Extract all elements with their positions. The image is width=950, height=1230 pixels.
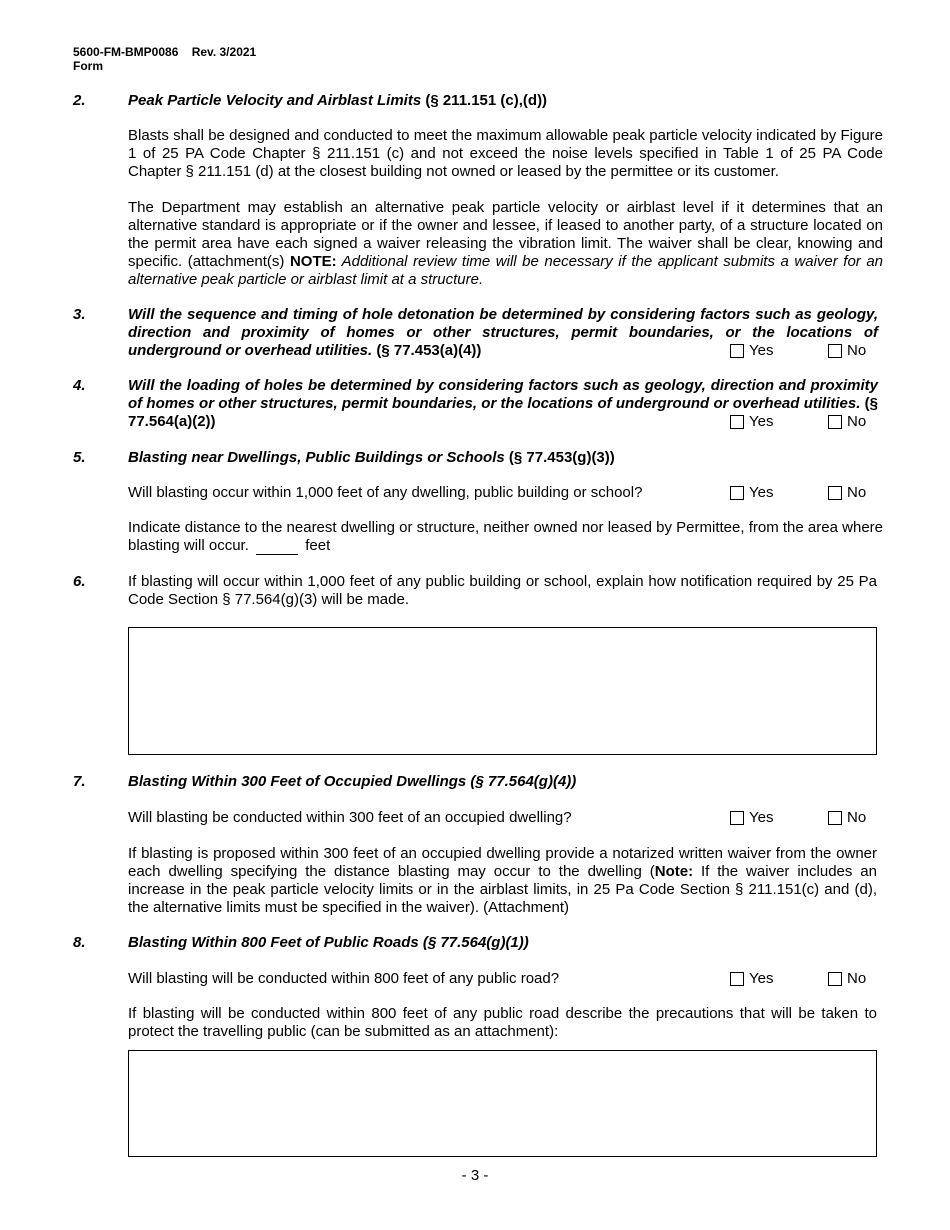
section-8-no-checkbox[interactable] (828, 970, 866, 988)
section-7-title (128, 773, 576, 790)
yes-label: Yes (749, 413, 774, 430)
section-7-title-text: Blasting Within 300 Feet of Occupied Dwellings (§ 77.564(g)(4)) (128, 773, 577, 790)
no-label: No (847, 809, 867, 826)
no-label: No (847, 484, 867, 501)
section-3-no-checkbox[interactable] (828, 342, 866, 360)
form-label: Form (73, 59, 103, 73)
section-7-no-checkbox[interactable] (828, 809, 866, 827)
section-6-number: 6. (73, 573, 86, 590)
checkbox-box[interactable] (828, 811, 842, 825)
section-4-no-checkbox[interactable] (828, 413, 866, 431)
section-7-waiver-text: If blasting is proposed within 300 feet of an occupied dwelling provide a notarized written waiver from the owner each dwelling specifying the distance blasting may occur to the dwelling ( (128, 845, 877, 880)
checkbox-box[interactable] (828, 344, 842, 358)
section-7-yes-checkbox[interactable] (730, 809, 773, 827)
section-4-yes-checkbox[interactable] (730, 413, 773, 431)
section-5-number: 5. (73, 449, 86, 466)
checkbox-box[interactable] (730, 972, 744, 986)
section-2-paragraph-2-text: The Department may establish an alternative peak particle velocity or airblast level if it determines that an alternative standard is appropriate or if the owner and lessee, if leased to another party, of a structure located on the permit area have each signed a waiver releasing the vibration limit. The waiver shall be clear, knowing and specific. (attachment(s) (128, 199, 883, 270)
section-8-response-box[interactable] (128, 1050, 877, 1157)
yes-label: Yes (749, 970, 774, 987)
no-label: No (847, 970, 867, 987)
form-revision: Rev. 3/2021 (191, 45, 257, 59)
section-2-title-text: Peak Particle Velocity and Airblast Limits (128, 92, 422, 109)
section-8-number: 8. (73, 934, 86, 951)
section-6-text: If blasting will occur within 1,000 feet of any public building or school, explain how notification required by 25 Pa Code Section § 77.564(g)(3) will be made. (128, 573, 877, 608)
section-2-number: 2. (73, 92, 86, 109)
section-7-note-label: Note: (654, 863, 694, 880)
section-8-title (128, 934, 529, 951)
section-2-note-text: Additional review time will be necessary if the applicant submits a waiver for an alternative peak particle or airblast limit at a structure. (128, 253, 884, 288)
section-3-ref: (§ 77.453(a)(4)) (372, 342, 482, 359)
section-5-no-checkbox[interactable] (828, 484, 866, 502)
section-5-yes-checkbox[interactable] (730, 484, 773, 502)
section-7-waiver-paragraph (128, 845, 877, 917)
section-3-number: 3. (73, 306, 86, 323)
section-8-title-text: Blasting Within 800 Feet of Public Roads (§ 77.564(g)(1)) (128, 934, 529, 951)
yes-label: Yes (749, 809, 774, 826)
form-id: 5600-FM-BMP0086 (73, 45, 179, 59)
checkbox-box[interactable] (828, 486, 842, 500)
section-5-title (128, 449, 615, 466)
section-2-paragraph-1: Blasts shall be designed and conducted to meet the maximum allowable peak particle velocity indicated by Figure 1 of 25 PA Code Chapter § 211.151 (c) and not exceed the noise levels specified in Table 1 of 25 PA Code Chapter § 211.151 (d) at the closest building not owned or leased by the permittee or its customer. (128, 127, 883, 180)
section-8-precautions-paragraph: If blasting will be conducted within 800 feet of any public road describe the precautions that will be taken to protect the travelling public (can be submitted as an attachment): (128, 1005, 877, 1040)
section-4-number: 4. (73, 377, 86, 394)
checkbox-box[interactable] (730, 486, 744, 500)
section-8-yes-checkbox[interactable] (730, 970, 773, 988)
distance-feet-input[interactable] (256, 540, 298, 555)
section-8-question: Will blasting will be conducted within 800 feet of any public road? (128, 970, 560, 987)
checkbox-box[interactable] (730, 344, 744, 358)
distance-unit: feet (305, 537, 331, 554)
no-label: No (847, 342, 867, 359)
no-label: No (847, 413, 867, 430)
checkbox-box[interactable] (828, 415, 842, 429)
section-2-paragraph-2 (128, 199, 883, 289)
section-3-question-text: Will the sequence and timing of hole detonation be determined by considering factors such as geology, direction and proximity of homes or other structures, permit boundaries, or the locations of underground or overhead utilities. (128, 306, 878, 359)
section-5-distance-paragraph (128, 519, 883, 555)
checkbox-box[interactable] (730, 811, 744, 825)
section-7-note-text: If the waiver includes an increase in the peak particle velocity limits or in the airblast limits, in 25 Pa Code Section § 211.151(c) and (d), the alternative limits must be specified in the waiver). (Attachment) (128, 863, 877, 916)
section-5-question: Will blasting occur within 1,000 feet of any dwelling, public building or school? (128, 484, 643, 501)
section-6-response-box[interactable] (128, 627, 877, 755)
section-2-title (128, 92, 547, 109)
section-5-title-ref: (§ 77.453(g)(3)) (504, 449, 615, 466)
section-2-note-label: NOTE: (289, 253, 337, 270)
yes-label: Yes (749, 342, 774, 359)
section-7-question: Will blasting be conducted within 300 feet of an occupied dwelling? (128, 809, 572, 826)
checkbox-box[interactable] (730, 415, 744, 429)
section-5-title-text: Blasting near Dwellings, Public Buildings or Schools (128, 449, 505, 466)
yes-label: Yes (749, 484, 774, 501)
section-4-ref: (§ 77.564(a)(2)) (128, 395, 878, 430)
section-4-question-text: Will the loading of holes be determined by considering factors such as geology, direction and proximity of homes or other structures, permit boundaries, or the locations of underground or overhead utilities. (128, 377, 878, 412)
form-header (73, 45, 256, 73)
section-7-number: 7. (73, 773, 86, 790)
section-5-distance-text: Indicate distance to the nearest dwelling or structure, neither owned nor leased by Permittee, from the area where blasting will occur. (128, 519, 883, 554)
page-number: - 3 - (461, 1167, 489, 1184)
section-3-yes-checkbox[interactable] (730, 342, 773, 360)
checkbox-box[interactable] (828, 972, 842, 986)
section-2-title-ref: (§ 211.151 (c),(d)) (421, 92, 548, 109)
